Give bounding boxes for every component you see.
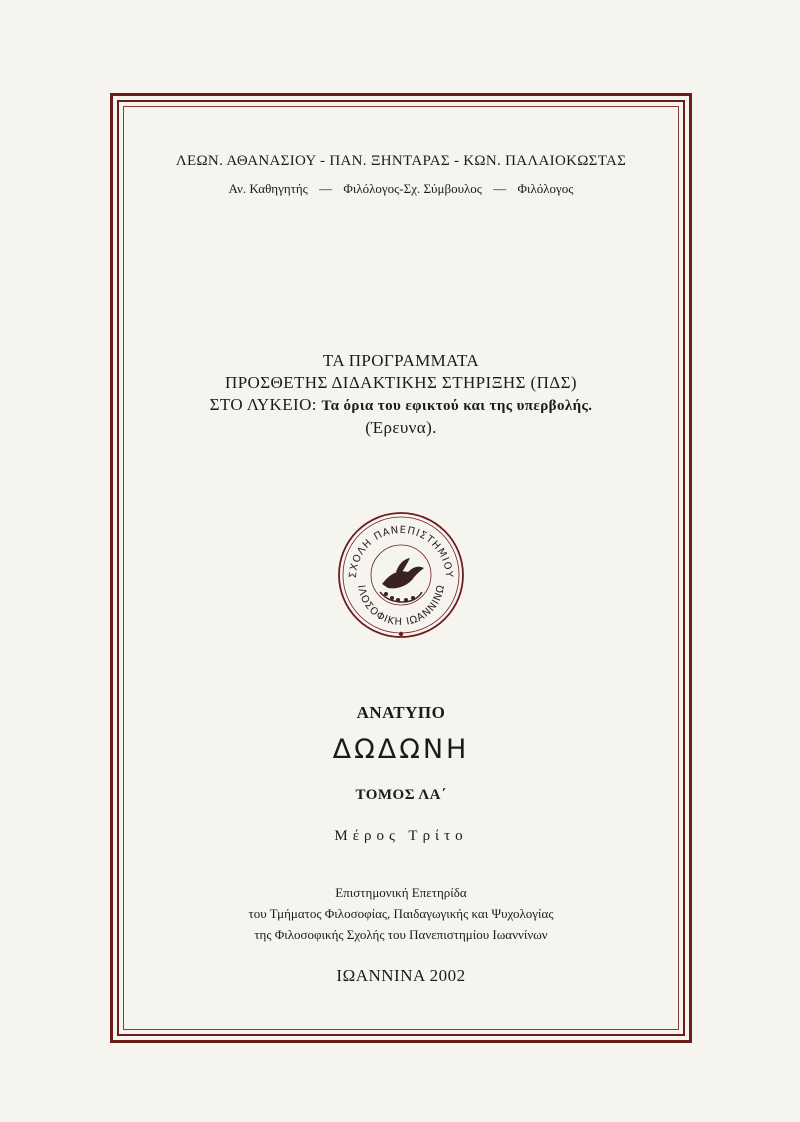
title-line-3 — [110, 394, 692, 417]
role-2: Φιλόλογος-Σχ. Σύμβουλος — [343, 181, 482, 196]
role-separator-2: — — [493, 181, 507, 196]
publisher-line-3: της Φιλοσοφικής Σχολής του Πανεπιστημίου Ιωαννίνων — [254, 927, 548, 942]
volume-label: ΤΟΜΟΣ ΛΑ΄ — [355, 787, 447, 803]
publisher-line-1: Επιστημονική Επετηρίδα — [335, 885, 467, 900]
role-3: Φιλόλογος — [517, 181, 574, 196]
journal-title: ΔΩΔΩΝΗ — [332, 734, 470, 765]
role-1: Αν. Καθηγητής — [228, 181, 308, 196]
title-line-3-prefix: ΣΤΟ ΛΥΚΕΙΟ: — [209, 395, 317, 414]
publisher-line-2: του Τμήματος Φιλοσοφίας, Παιδαγωγικής και Ψυχολογίας — [248, 906, 554, 921]
author-names: ΛΕΩΝ. ΑΘΑΝΑΣΙΟΥ - ΠΑΝ. ΞΗΝΤΑΡΑΣ - ΚΩΝ. ΠΑΛΑΙΟΚΩΣΤΑΣ — [175, 153, 627, 169]
role-separator-1: — — [319, 181, 333, 196]
university-seal — [336, 510, 466, 640]
city-year: ΙΩΑΝΝΙΝΑ 2002 — [336, 966, 466, 985]
article-title — [110, 350, 692, 439]
seal-emblem — [336, 510, 466, 640]
publisher-info — [110, 882, 692, 945]
seal-top-text: ΣΧΟΛΗ ΠΑΝΕΠΙΣΤΗΜΙΟΥ — [347, 524, 455, 579]
part-label: Μέρος Τρίτο — [334, 828, 468, 844]
author-roles — [110, 181, 692, 197]
title-line-3-subtitle: Τα όρια του εφικτού και της υπερβολής. — [321, 398, 593, 414]
reprint-label: ΑΝΑΤΥΠΟ — [356, 703, 446, 722]
seal-bottom-text: ΙΛΟΣΟΦΙΚΗ ΙΩΑΝΝΙΝΩ — [355, 583, 448, 629]
title-line-1: ΤΑ ΠΡΟΓΡΑΜΜΑΤΑ — [322, 351, 480, 370]
title-line-4: (Έρευνα). — [365, 418, 437, 437]
title-line-2: ΠΡΟΣΘΕΤΗΣ ΔΙΔΑΚΤΙΚΗΣ ΣΤΗΡΙΞΗΣ (ΠΔΣ) — [225, 373, 577, 392]
